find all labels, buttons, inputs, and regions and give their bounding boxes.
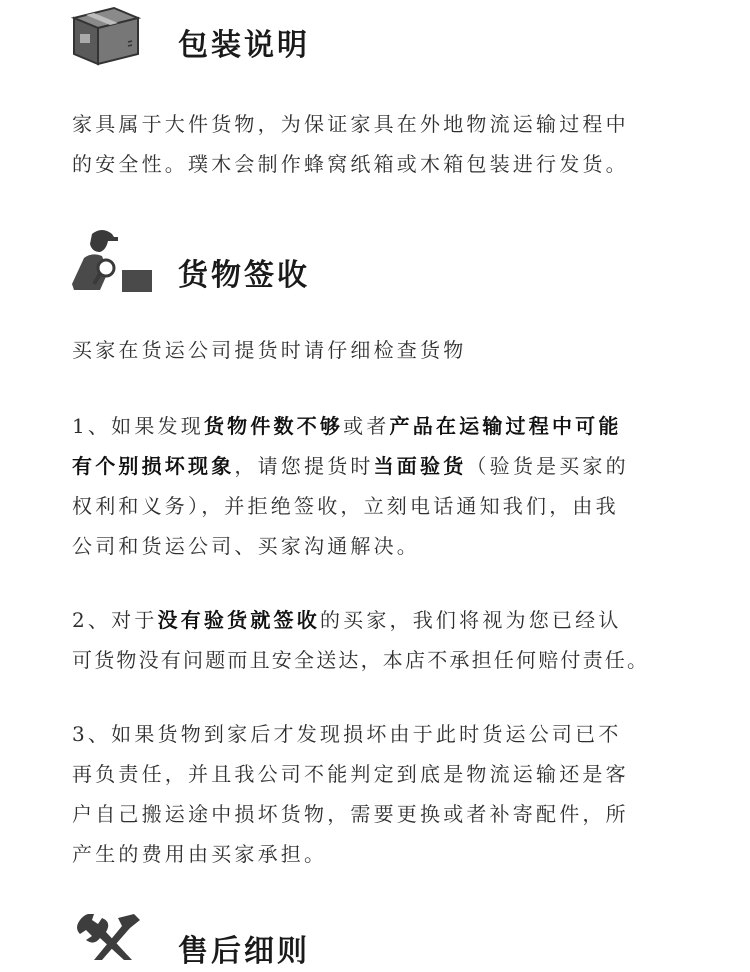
receipt-item-1 xyxy=(72,406,629,566)
paragraph-line: 1、如果发现货物件数不够或者产品在运输过程中可能 xyxy=(72,414,622,438)
paragraph-line: 有个别损坏现象，请您提货时当面验货（验货是买家的 xyxy=(72,454,629,478)
inspector-magnifier-icon xyxy=(70,228,154,296)
paragraph-line: 产生的费用由买家承担。 xyxy=(72,842,328,866)
packaging-paragraph xyxy=(72,104,629,184)
receipt-item-3 xyxy=(72,714,629,874)
section-title-after-sales: 售后细则 xyxy=(178,934,310,969)
receipt-intro xyxy=(72,330,466,370)
paragraph-line: 买家在货运公司提货时请仔细检查货物 xyxy=(72,338,467,362)
paragraph-line: 公司和货运公司、买家沟通解决。 xyxy=(72,534,420,558)
paragraph-line: 3、如果货物到家后才发现损坏由于此时货运公司已不 xyxy=(72,722,622,746)
paragraph-line: 可货物没有问题而且安全送达，本店不承担任何赔付责任。 xyxy=(72,648,650,672)
section-title-receipt: 货物签收 xyxy=(178,258,310,293)
paragraph-line: 再负责任，并且我公司不能判定到底是物流运输还是客 xyxy=(72,762,629,786)
receipt-item-2 xyxy=(72,600,649,680)
section-title-packaging: 包装说明 xyxy=(178,28,310,63)
package-box-icon xyxy=(70,4,142,68)
paragraph-line: 的安全性。璞木会制作蜂窝纸箱或木箱包装进行发货。 xyxy=(72,152,629,176)
paragraph-line: 家具属于大件货物，为保证家具在外地物流运输过程中 xyxy=(72,112,629,136)
paragraph-line: 户自己搬运途中损坏货物，需要更换或者补寄配件，所 xyxy=(72,802,629,826)
paragraph-line: 权利和义务），并拒绝签收，立刻电话通知我们，由我 xyxy=(72,494,619,518)
paragraph-line: 2、对于没有验货就签收的买家，我们将视为您已经认 xyxy=(72,608,622,632)
wrench-hammer-icon xyxy=(72,914,142,960)
